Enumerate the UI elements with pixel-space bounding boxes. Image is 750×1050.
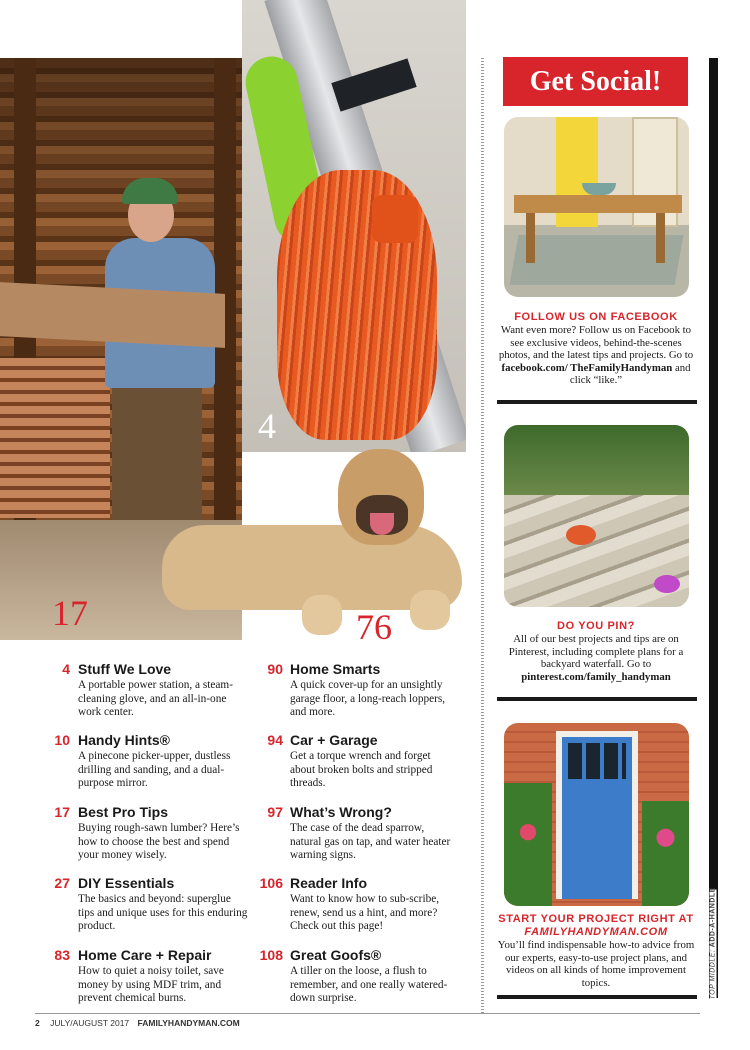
toc-page-number: 4 — [62, 661, 70, 677]
dog-paw — [410, 590, 450, 630]
website-heading-link[interactable]: FAMILYHANDYMAN.COM — [524, 926, 668, 938]
toc-description: A quick cover-up for an unsightly garage floor, a long-reach loppers, and more. — [290, 679, 446, 719]
facebook-tail: and click “like.” — [569, 361, 691, 387]
table-photo — [504, 117, 689, 297]
facebook-text: Want even more? Follow us on Facebook to see exclusive videos, behind-the-scenes photos, and the latest tips and projects. Go to — [498, 324, 694, 362]
photo-page-number: 17 — [52, 593, 88, 633]
section-rule — [497, 995, 697, 999]
footer-page-number: 2 — [35, 1018, 40, 1028]
table-leg — [656, 213, 665, 263]
website-heading — [497, 913, 695, 939]
toc-page-number: 97 — [267, 804, 283, 820]
caption-bold: ADD-A-HANDLE — [709, 887, 717, 948]
flower-planter — [642, 801, 689, 906]
section-rule — [497, 400, 697, 404]
pinterest-body — [497, 633, 695, 683]
pinterest-link[interactable]: pinterest.com/family_handyman — [521, 670, 671, 683]
website-heading-text: START YOUR PROJECT RIGHT AT — [498, 913, 694, 925]
toc-description: The basics and beyond: superglue tips and unique uses for this enduring product. — [78, 893, 248, 933]
photo-page-number: 76 — [356, 607, 392, 647]
toc-entry[interactable] — [259, 875, 500, 934]
lumber-stack — [0, 358, 110, 518]
toc-title: Best Pro Tips — [78, 804, 168, 820]
toc-page-number: 27 — [54, 875, 70, 891]
footer-issue: JULY/AUGUST 2017 — [50, 1018, 130, 1028]
facebook-link[interactable]: facebook.com/ TheFamilyHandyman — [501, 361, 673, 374]
toc-title: Stuff We Love — [78, 661, 172, 677]
waterfall-photo — [504, 425, 689, 607]
photo-page-number: 4 — [258, 406, 276, 446]
vertical-photo-caption — [703, 887, 723, 1006]
website-body: You’ll find indispensable how-to advice from our experts, easy-to-use project plans, and videos on all kinds of home improvement topics. — [497, 939, 695, 989]
toc-title: DIY Essentials — [78, 875, 175, 891]
bowl — [582, 183, 616, 195]
toc-page-number: 83 — [54, 947, 70, 963]
table-top — [514, 195, 682, 213]
door-window — [568, 743, 626, 779]
section-rule — [497, 697, 697, 701]
facebook-heading: FOLLOW US ON FACEBOOK — [514, 311, 678, 323]
toc-title: What’s Wrong? — [290, 804, 392, 820]
toc-title: Car + Garage — [290, 732, 378, 748]
toc-description: A portable power station, a steam-cleaning glove, and an all-in-one work center. — [78, 679, 233, 719]
dotted-divider — [481, 58, 484, 1013]
toc-description: Get a torque wrench and forget about broken bolts and stripped threads. — [290, 750, 433, 790]
toc-page-number: 90 — [267, 661, 283, 677]
vertical-black-strip — [709, 58, 718, 998]
toc-entry[interactable] — [267, 661, 500, 720]
footer-rule — [35, 1013, 700, 1014]
footer-site[interactable]: FAMILYHANDYMAN.COM — [137, 1018, 240, 1028]
toc-description: Buying rough-sawn lumber? Here’s how to choose the best and spend your money wisely. — [78, 822, 240, 862]
toc-title: Great Goofs® — [290, 947, 382, 963]
toc-title: Home Smarts — [290, 661, 381, 677]
flower — [566, 525, 596, 545]
toc-page-number: 17 — [54, 804, 70, 820]
toc-description: Want to know how to sub-scribe, renew, send us a hint, and more? Check out this page! — [290, 893, 440, 933]
toc-entry[interactable] — [267, 804, 500, 863]
toc-title: Handy Hints® — [78, 732, 170, 748]
caption-prefix: TOP MIDDLE: — [709, 949, 717, 1000]
toc-page-number: 108 — [259, 947, 283, 963]
toc-description: A tiller on the loose, a flush to remember, and one really watered-down surprise. — [290, 965, 448, 1005]
toc-page-number: 10 — [54, 732, 70, 748]
cord-plug — [372, 195, 418, 243]
toc-title: Reader Info — [290, 875, 368, 891]
toc-description: A pinecone picker-upper, dustless drilling and sanding, and a dual-purpose mirror. — [78, 750, 231, 790]
blue-door-photo — [504, 723, 689, 906]
toc-page-number: 106 — [259, 875, 283, 891]
toc-entry[interactable] — [267, 732, 500, 791]
table-leg — [526, 213, 535, 263]
facebook-body — [497, 324, 695, 387]
toc-description: How to quiet a noisy toilet, save money by using MDF trim, and prevent chemical burns. — [78, 965, 224, 1005]
extension-cord-photo — [242, 0, 466, 452]
flower — [654, 575, 680, 593]
pinterest-heading: DO YOU PIN? — [557, 620, 635, 632]
vertical-caption-text — [709, 887, 717, 1000]
page-footer — [35, 1018, 240, 1028]
toc-page-number: 94 — [267, 732, 283, 748]
man-cap — [122, 178, 178, 204]
dog-photo — [142, 445, 482, 645]
toc-entry[interactable] — [259, 947, 500, 1006]
toc-description: The case of the dead sparrow, natural gas on tap, and water heater warning signs. — [290, 822, 451, 862]
get-social-banner: Get Social! — [503, 57, 688, 106]
dog-paw — [302, 595, 342, 635]
toc-title: Home Care + Repair — [78, 947, 212, 963]
flower-planter — [504, 783, 552, 906]
pinterest-text: All of our best projects and tips are on Pinterest, including complete plans for a backyard waterfall. Go to — [508, 633, 684, 671]
